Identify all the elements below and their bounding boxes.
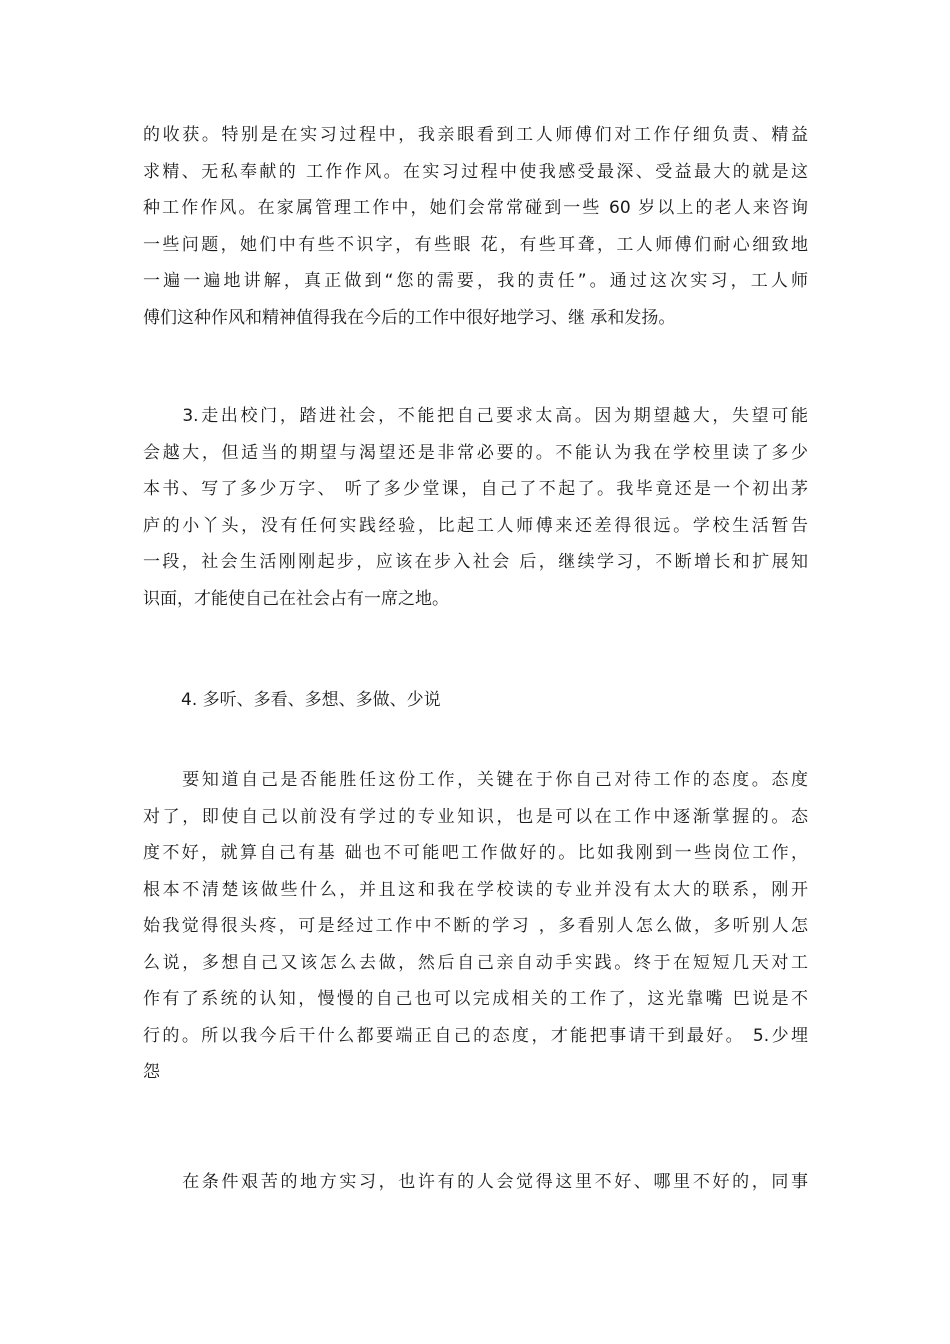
text-line: 求精、无私奉献的 工作作风。在实习过程中使我感受最深、受益最大的就是这 <box>143 161 808 182</box>
paragraph-internship-gains <box>143 117 808 336</box>
paragraph-hard-conditions <box>143 1164 808 1201</box>
text-line: 行的。所以我今后干什么都要端正自己的态度，才能把事请干到最好。 5.少埋 <box>143 1025 808 1046</box>
text-line: 要知道自己是否能胜任这份工作，关键在于你自己对待工作的态度。态度 <box>143 770 808 790</box>
text-line: 根本不清楚该做些什么，并且这和我在学校读的专业并没有太大的联系，刚开 <box>143 879 808 900</box>
text-line: 傅们这种作风和精神值得我在今后的工作中很好地学习、继 承和发扬。 <box>143 307 676 328</box>
text-line: 的收获。特别是在实习过程中，我亲眼看到工人师傅们对工作仔细负责、精益 <box>143 125 808 145</box>
text-line: 一遍一遍地讲解，真正做到“您的需要，我的责任”。通过这次实习，工人师 <box>143 271 808 291</box>
paragraph-point-3 <box>143 398 808 617</box>
text-line: 度不好，就算自己有基 础也不可能吧工作做好的。比如我刚到一些岗位工作， <box>143 843 808 863</box>
text-line: 种工作作风。在家属管理工作中，她们会常常碰到一些 60 岁以上的老人来咨询 <box>143 198 808 218</box>
text-line: 一段，社会生活刚刚起步，应该在步入社会 后，继续学习，不断增长和扩展知 <box>143 552 808 572</box>
text-line: 本书、写了多少万字、 听了多少堂课，自己了不起了。我毕竟还是一个初出茅 <box>143 479 808 499</box>
text-line: 作有了系统的认知，慢慢的自己也可以完成相关的工作了，这光靠嘴 巴说是不 <box>143 989 808 1009</box>
text-line: 会越大，但适当的期望与渴望还是非常必要的。不能认为我在学校里读了多少 <box>143 442 808 463</box>
text-line: 么说，多想自己又该怎么去做，然后自己亲自动手实践。终于在短短几天对工 <box>143 952 808 973</box>
text-line: 在条件艰苦的地方实习，也许有的人会觉得这里不好、哪里不好的，同事 <box>143 1172 808 1192</box>
text-line: 对了，即使自己以前没有学过的专业知识，也是可以在工作中逐渐掌握的。态 <box>143 806 808 827</box>
text-line: 3.走出校门，踏进社会，不能把自己要求太高。因为期望越大，失望可能 <box>143 406 808 426</box>
text-line: 识面，才能使自己在社会占有一席之地。 <box>143 588 449 609</box>
heading-point-4: 4. 多听、多看、多想、多做、少说 <box>181 690 441 710</box>
paragraph-attitude <box>143 762 808 1091</box>
text-line: 庐的小丫头，没有任何实践经验，比起工人师傅来还差得很远。学校生活暂告 <box>143 515 808 536</box>
text-line: 一些问题，她们中有些不识字，有些眼 花，有些耳聋，工人师傅们耐心细致地 <box>143 234 808 255</box>
text-line: 怨 <box>143 1062 160 1082</box>
text-line: 始我觉得很头疼，可是经过工作中不断的学习 ，多看别人怎么做，多听别人怎 <box>143 916 808 936</box>
